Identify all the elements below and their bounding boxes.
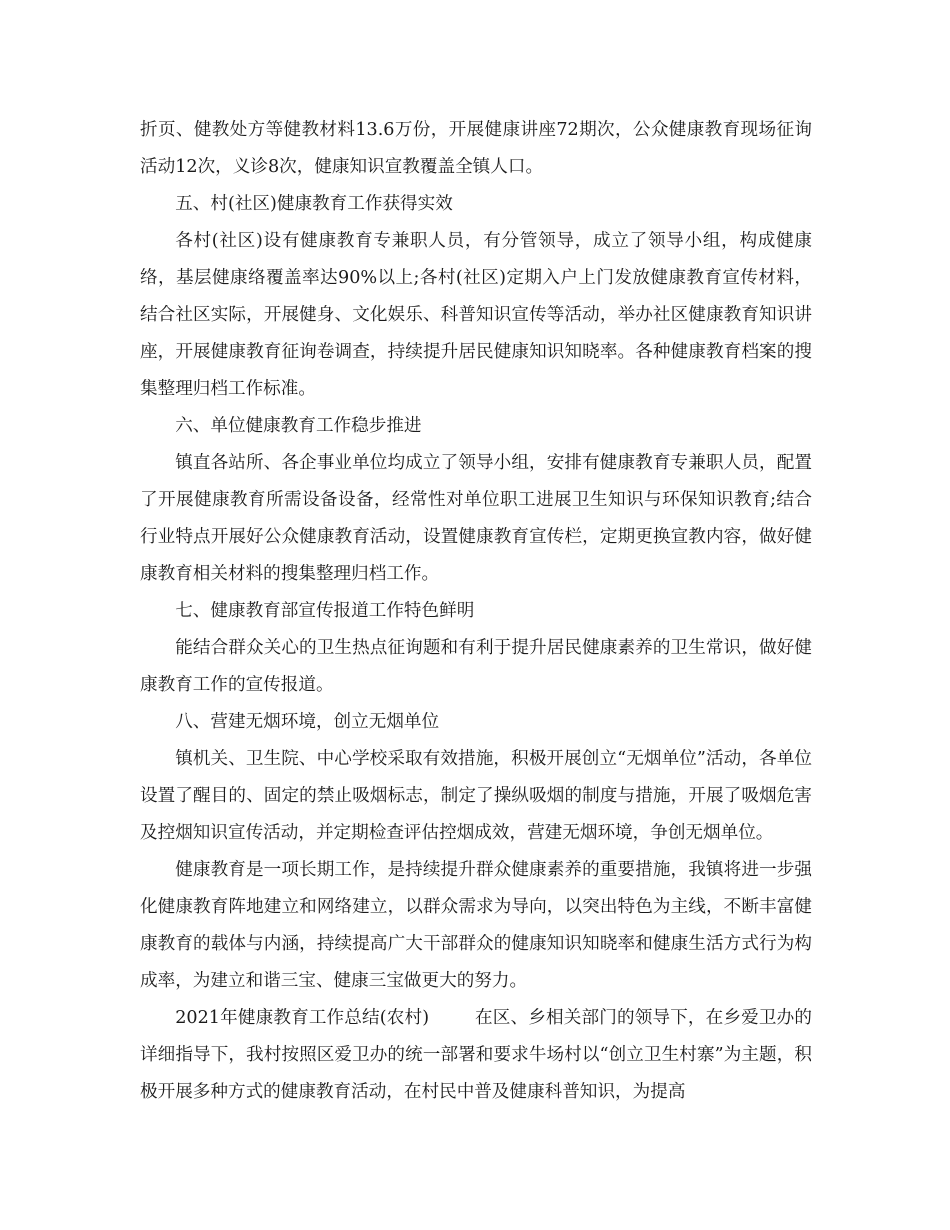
document-body <box>140 112 812 1111</box>
paragraph-rural-summary <box>140 1000 812 1111</box>
section-heading-8: 八、营建无烟环境，创立无烟单位 <box>175 712 440 732</box>
section-heading-6: 六、单位健康教育工作稳步推进 <box>175 416 422 436</box>
rural-summary-body: 在区、乡相关部门的领导下，在乡爱卫办的详细指导下，我村按照区爱卫办的统一部署和要求牛场村以“创立卫生村寨”为主题，积极开展多种方式的健康教育活动，在村民中普及健康科普知识，为提高 <box>140 1008 812 1102</box>
section-heading-5: 五、村(社区)健康教育工作获得实效 <box>175 194 453 214</box>
paragraph-summary: 健康教育是一项长期工作，是持续提升群众健康素养的重要措施，我镇将进一步强化健康教育阵地建立和网络建立，以群众需求为导向，以突出特色为主线，不断丰富健康教育的载体与内涵，持续提高广大干部群众的健康知识知晓率和健康生活方式行为构成率，为建立和谐三宝、健康三宝做更大的努力。 <box>140 860 812 991</box>
paragraph-smoke-free: 镇机关、卫生院、中心学校采取有效措施，积极开展创立“无烟单位”活动，各单位设置了醒目的、固定的禁止吸烟标志，制定了操纵吸烟的制度与措施，开展了吸烟危害及控烟知识宣传活动，并定期检查评估控烟成效，营建无烟环境，争创无烟单位。 <box>140 749 812 843</box>
rural-summary-title: 2021年健康教育工作总结(农村) <box>175 1008 430 1028</box>
paragraph-village-community: 各村(社区)设有健康教育专兼职人员，有分管领导，成立了领导小组，构成健康络，基层健康络覆盖率达90%以上;各村(社区)定期入户上门发放健康教育宣传材料，结合社区实际，开展健身、文化娱乐、科普知识宣传等活动，举办社区健康教育知识讲座，开展健康教育征询卷调查，持续提升居民健康知识知晓率。各种健康教育档案的搜集整理归档工作标准。 <box>140 231 812 399</box>
section-heading-7: 七、健康教育部宣传报道工作特色鲜明 <box>175 601 475 621</box>
paragraph-continuation: 折页、健教处方等健教材料13.6万份，开展健康讲座72期次，公众健康教育现场征询活动12次，义诊8次，健康知识宣教覆盖全镇人口。 <box>140 120 812 177</box>
paragraph-units: 镇直各站所、各企事业单位均成立了领导小组，安排有健康教育专兼职人员，配置了开展健康教育所需设备设备，经常性对单位职工进展卫生知识与环保知识教育;结合行业特点开展好公众健康教育活动，设置健康教育宣传栏，定期更换宣教内容，做好健康教育相关材料的搜集整理归档工作。 <box>140 453 812 584</box>
paragraph-publicity: 能结合群众关心的卫生热点征询题和有利于提升居民健康素养的卫生常识，做好健康教育工作的宣传报道。 <box>140 638 812 695</box>
